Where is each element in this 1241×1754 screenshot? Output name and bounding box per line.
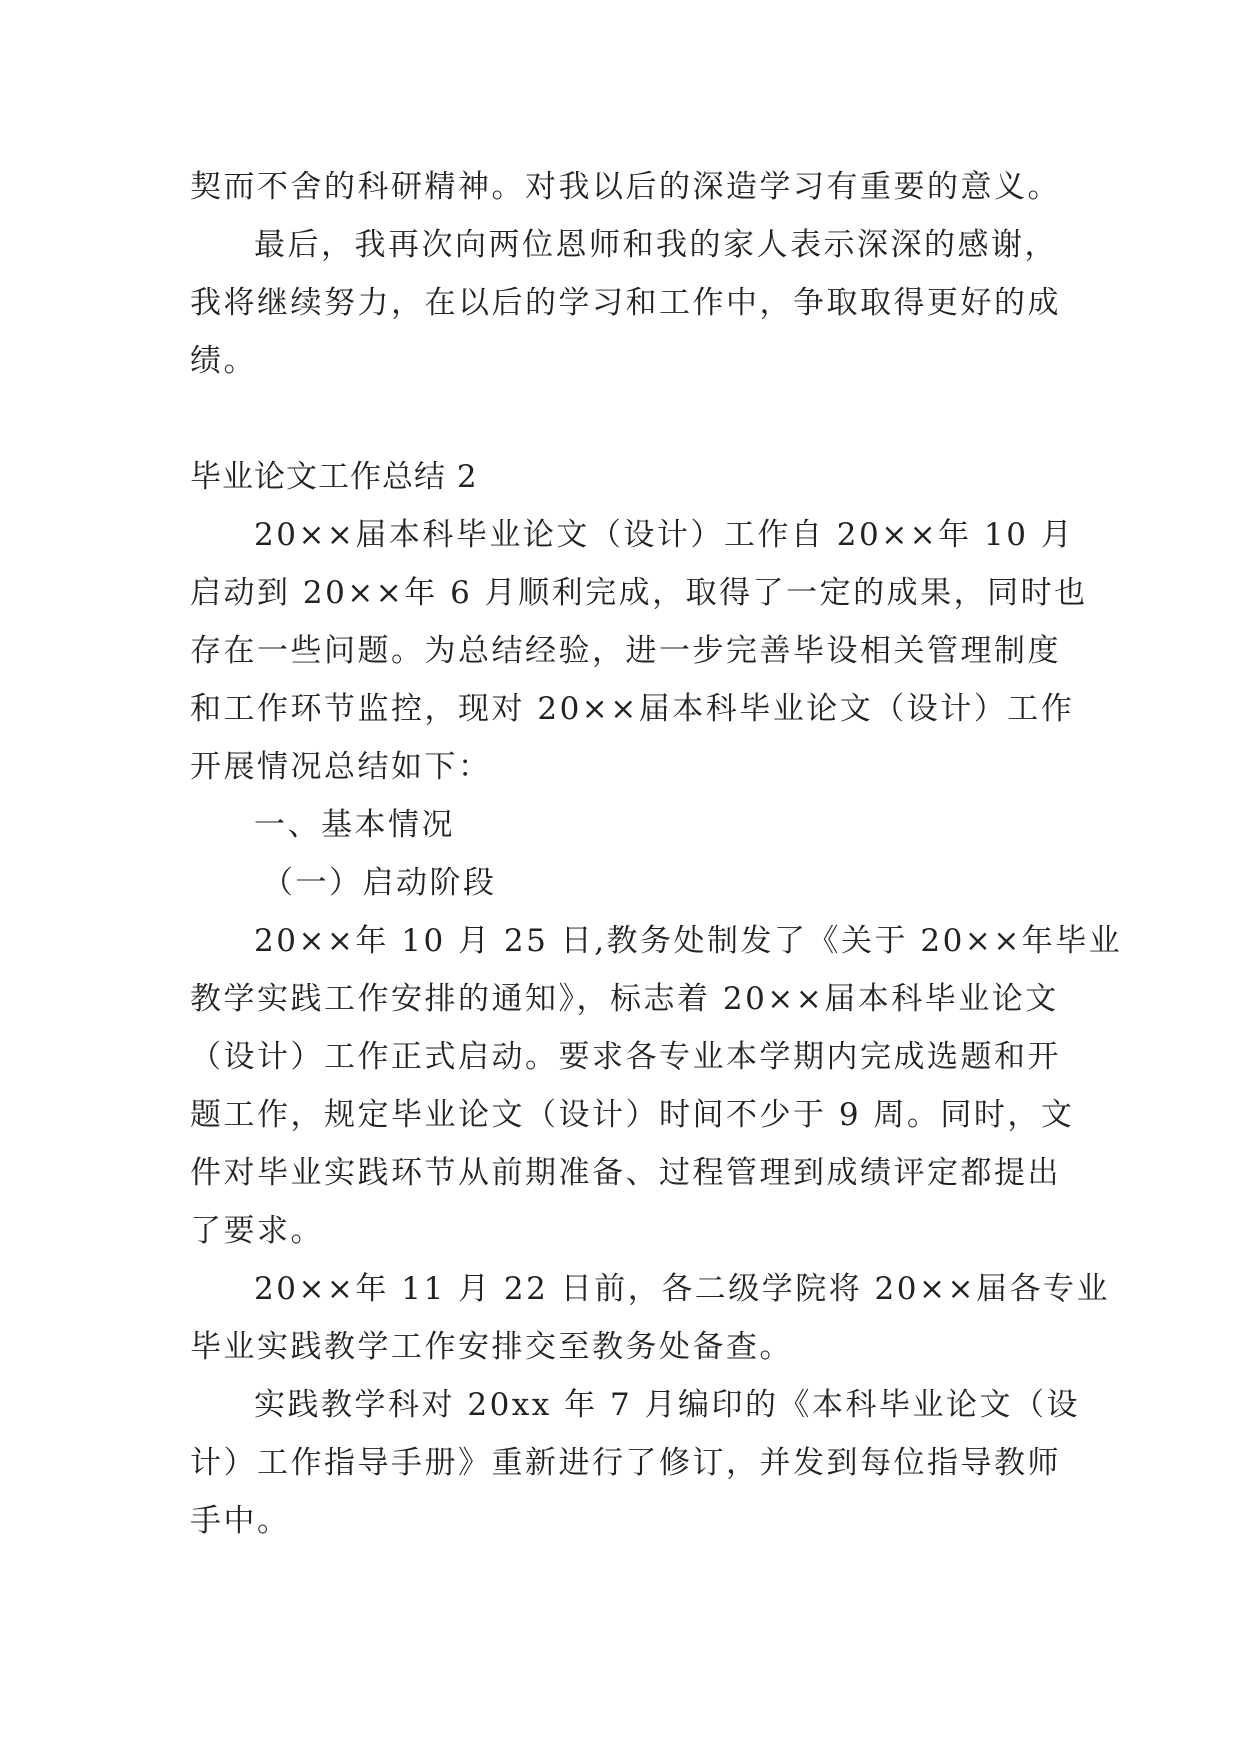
subheading: （一）启动阶段: [262, 865, 497, 901]
subheading: 一、基本情况: [254, 807, 455, 843]
text-line: 手中。: [190, 1503, 291, 1539]
text-line: 和工作环节监控，现对 20××届本科毕业论文（设计）工作: [190, 691, 1075, 727]
text-line: 最后，我再次向两位恩师和我的家人表示深深的感谢，: [254, 227, 1058, 263]
text-line: 启动到 20××年 6 月顺利完成，取得了一定的成果，同时也: [190, 575, 1088, 611]
text-line: （设计）工作正式启动。要求各专业本学期内完成选题和开: [190, 1039, 1061, 1075]
text-line: 开展情况总结如下：: [190, 749, 492, 785]
section-title: 毕业论文工作总结 2: [190, 459, 478, 495]
text-line: 存在一些问题。为总结经验，进一步完善毕设相关管理制度: [190, 633, 1061, 669]
text-line: 契而不舍的科研精神。对我以后的深造学习有重要的意义。: [190, 169, 1061, 205]
text-line: 20××年 11 月 22 日前，各二级学院将 20××届各专业: [254, 1271, 1110, 1307]
text-line: 20××年 10 月 25 日,教务处制发了《关于 20××年毕业: [254, 923, 1123, 959]
text-line: 教学实践工作安排的通知》，标志着 20××届本科毕业论文: [190, 981, 1059, 1017]
text-line: 毕业实践教学工作安排交至教务处备查。: [190, 1329, 793, 1365]
text-line: 计）工作指导手册》重新进行了修订，并发到每位指导教师: [190, 1445, 1061, 1481]
text-line: 实践教学科对 20xx 年 7 月编印的《本科毕业论文（设: [254, 1387, 1081, 1423]
text-line: 我将继续努力，在以后的学习和工作中，争取取得更好的成: [190, 285, 1061, 321]
text-line: 绩。: [190, 343, 257, 379]
text-line: 题工作，规定毕业论文（设计）时间不少于 9 周。同时，文: [190, 1097, 1075, 1133]
text-line: 件对毕业实践环节从前期准备、过程管理到成绩评定都提出: [190, 1155, 1061, 1191]
text-line: 了要求。: [190, 1213, 324, 1249]
text-line: 20××届本科毕业论文（设计）工作自 20××年 10 月: [254, 517, 1075, 553]
